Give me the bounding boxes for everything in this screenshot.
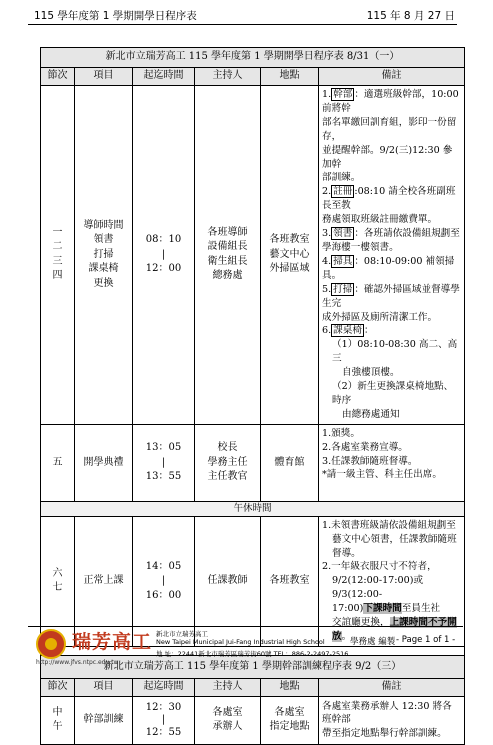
school-name-english: New Taipei Municipal Jui-Fang Industrial High School xyxy=(156,638,325,646)
table1-title: 新北市立瑞芳高工 115 學年度第 1 學期開學日程序表 8/31（一） xyxy=(41,48,465,68)
col-host: 主持人 xyxy=(195,68,261,86)
host-cell: 各班導師 設備組長 衛生組長 總務處 xyxy=(195,86,261,425)
school-name: 新北市立瑞芳高工 xyxy=(156,630,208,638)
col-host: 主持人 xyxy=(195,678,261,696)
table2-title: 新北市立瑞芳高工 115 學年度第 1 學期幹部訓練程序表 9/2（三） xyxy=(41,655,465,678)
lunch-break: 午休時間 xyxy=(41,501,465,516)
school-website: http://www.jfvs.ntpc.edu.tw xyxy=(36,659,119,666)
table-row xyxy=(41,696,465,744)
place-cell: 各班教室 藝文中心 外掃區域 xyxy=(261,86,319,425)
period-cell: 一 二 三 四 xyxy=(41,86,75,425)
col-period: 節次 xyxy=(41,68,75,86)
highlight-class-time: 上課時間不予開放 xyxy=(332,617,457,642)
document-maker: 學務處 編製 xyxy=(350,637,396,647)
host-cell: 校長 學務主任 主任教官 xyxy=(195,424,261,501)
col-item: 項目 xyxy=(75,68,133,86)
item-cell: 幹部訓練 xyxy=(75,696,133,744)
page-header xyxy=(28,6,457,25)
period-cell: 中 午 xyxy=(41,696,75,744)
col-time: 起迄時間 xyxy=(133,68,195,86)
col-item: 項目 xyxy=(75,678,133,696)
school-logo-icon xyxy=(36,629,66,659)
notes-cell: 1. 幹部 ：適選班級幹部，10:00 前將幹 部名單繳回訓育組，影印一份留存， 並提醒幹部。9/2(三)12:30 參加幹 部訓練。 2. 註冊 :08:10 請全校各班副班長至教 務處領取班級註冊繳費單。 3. 領書 ：各班請依設備組規劃至 學海樓一樓領書。 4. 掃具 ：08:10-09:00 補領掃具。 5. 打掃 ：確認外掃區域並督導學生完 成外掃區及廁所清潔工作。 6. 課桌椅 ： （1）08:10-08:30 高二、高三 自強樓頂樓。 （2）新生更換課桌椅地點、時序 由總務處通知 xyxy=(319,86,465,425)
col-time: 起迄時間 xyxy=(133,678,195,696)
highlight-break-time: 下課時間 xyxy=(363,603,402,615)
table-row xyxy=(41,424,465,501)
col-notes: 備註 xyxy=(319,68,465,86)
notes-cell: 1.未領書班級請依設備組規劃至 藝文中心領書，任課教師隨班督導。 2.一年級衣服尺寸不符者， 9/2(12:00-17:00)或 9/3(12:00- 17:00)下課時間至員生社 交誼廳更換，上課時間不予開放。 xyxy=(319,516,465,646)
school-address: 地 址：22441新北市瑞芳區瑞芳街60號 TEL：886-2-2497-2516 xyxy=(156,650,349,658)
header-title: 115 學年度第 1 學期開學日程序表 xyxy=(34,9,197,22)
header-date: 115 年 8 月 27 日 xyxy=(366,9,455,22)
col-notes: 備註 xyxy=(319,678,465,696)
notes-cell: 各處室業務承辦人 12:30 將各班幹部 帶至指定地點舉行幹部訓練。 xyxy=(319,696,465,744)
place-cell: 體育館 xyxy=(261,424,319,501)
col-period: 節次 xyxy=(41,678,75,696)
period-cell: 六 七 xyxy=(41,516,75,646)
table1-header-row xyxy=(41,68,465,86)
table2-header-row xyxy=(41,678,465,696)
host-cell: 各處室 承辦人 xyxy=(195,696,261,744)
time-cell: 14：05 | 16：00 xyxy=(133,516,195,646)
col-place: 地點 xyxy=(261,678,319,696)
time-cell: 08：10 | 12：00 xyxy=(133,86,195,425)
place-cell: 各班教室 xyxy=(261,516,319,646)
school-brand: 瑞芳高工 xyxy=(72,631,153,653)
item-cell: 正常上課 xyxy=(75,516,133,646)
item-cell: 導師時間 領書 打掃 課桌椅 更換 xyxy=(75,86,133,425)
time-cell: 12：30 | 12：55 xyxy=(133,696,195,744)
period-cell: 五 xyxy=(41,424,75,501)
page-number: - Page 1 of 1 - xyxy=(396,635,456,645)
time-cell: 13：05 | 13：55 xyxy=(133,424,195,501)
notes-cell: 1.頒獎。 2.各處室業務宣導。 3.任課教師隨班督導。 *請一級主管、科主任出席。 xyxy=(319,424,465,501)
host-cell: 任課教師 xyxy=(195,516,261,646)
page-footer xyxy=(28,626,463,671)
col-place: 地點 xyxy=(261,68,319,86)
place-cell: 各處室 指定地點 xyxy=(261,696,319,744)
item-cell: 開學典禮 xyxy=(75,424,133,501)
table-row xyxy=(41,86,465,425)
